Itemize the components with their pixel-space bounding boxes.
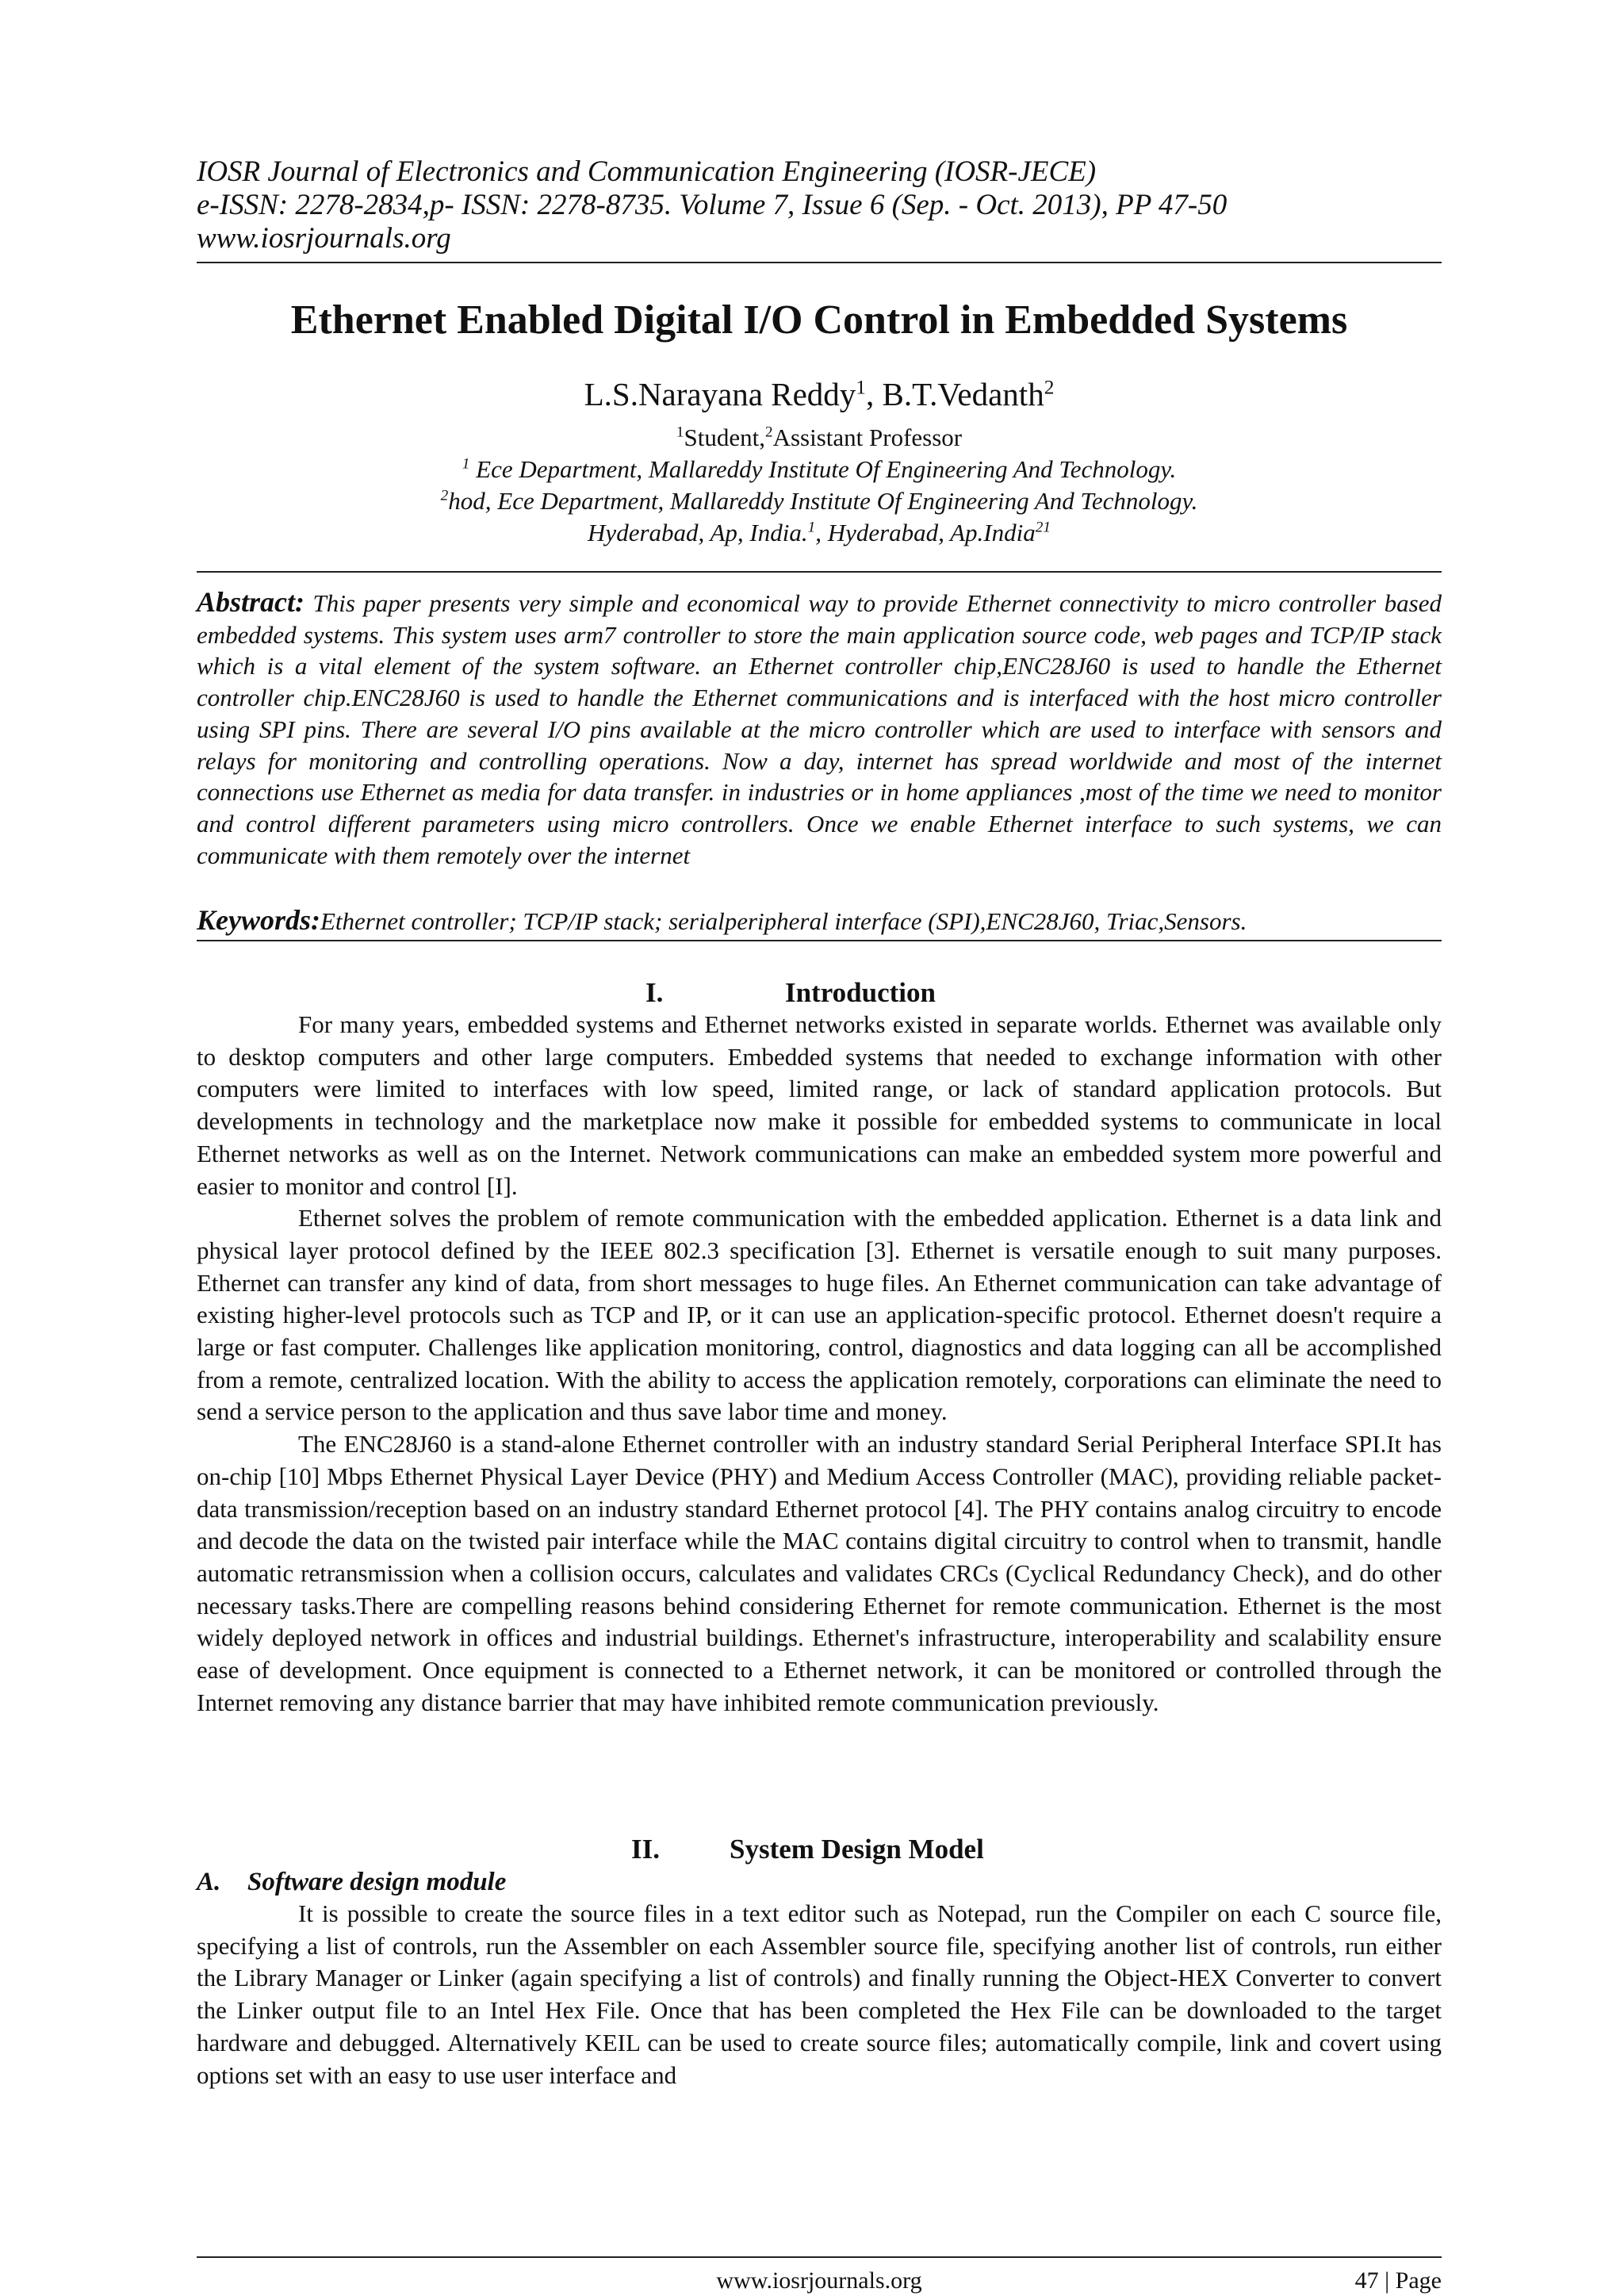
- subsection-a-number: A.: [197, 1868, 221, 1896]
- paper-title: Ethernet Enabled Digital I/O Control in Embedded Systems: [290, 297, 1348, 343]
- keywords: [197, 904, 1442, 937]
- footer-rule: [197, 2256, 1442, 2258]
- role-2: Assistant Professor: [772, 424, 963, 451]
- journal-name: IOSR Journal of Electronics and Communication Engineering (IOSR-JECE): [197, 155, 1097, 188]
- footer-url: www.iosrjournals.org: [716, 2267, 922, 2294]
- section-1-heading: [197, 976, 1442, 1010]
- journal-header: [197, 155, 1442, 255]
- affiliation-2: [197, 485, 1442, 517]
- author-separator: ,: [866, 376, 883, 412]
- subsection-a-heading: [197, 1866, 1442, 1898]
- affiliation-1: [197, 454, 1442, 485]
- header-rule: [197, 262, 1442, 263]
- location-sup-2: 21: [1035, 519, 1051, 536]
- keywords-text: Ethernet controller; TCP/IP stack; serialperipheral interface (SPI),ENC28J60, Triac,Sensors.: [320, 907, 1247, 935]
- location-b: , Hyderabad, Ap.India: [815, 519, 1036, 546]
- role-2-sup: 2: [764, 424, 773, 441]
- affiliation-1-sup: 1: [462, 455, 470, 473]
- journal-url: www.iosrjournals.org: [197, 222, 451, 255]
- subsection-a-title: Software design module: [247, 1868, 507, 1896]
- intro-paragraph-2: Ethernet solves the problem of remote communication with the embedded application. Ethernet is a data link and physical layer protocol defined by the IEEE 802.3 specification [3]. Ethernet is versatile enough to suit many purposes. Ethernet can transfer any kind of data, from short messages to huge files. An Ethernet communication can take advantage of existing higher-level protocols such as TCP and IP, or it can use an application-specific protocol. Ethernet doesn't require a large or fast computer. Challenges like application monitoring, control, diagnostics and data logging can all be accomplished from a remote, centralized location. With the ability to access the application remotely, corporations can eliminate the need to send a service person to the application and thus save labor time and money.: [197, 1204, 1442, 1426]
- role-1-sup: 1: [676, 424, 684, 441]
- author-roles: [197, 422, 1442, 454]
- section-2-number: II.: [631, 1834, 660, 1865]
- section-2-heading: [197, 1832, 1442, 1867]
- author-2: B.T.Vedanth: [882, 376, 1044, 412]
- affiliation-2-text: hod, Ece Department, Mallareddy Institute Of Engineering And Technology.: [448, 487, 1198, 515]
- affiliation-2-sup: 2: [440, 487, 449, 504]
- section-1-number: I.: [645, 977, 664, 1008]
- affiliation-1-text: Ece Department, Mallareddy Institute Of Engineering And Technology.: [469, 455, 1177, 483]
- section-1-body: [197, 1009, 1442, 1719]
- software-paragraph: It is possible to create the source files in a text editor such as Notepad, run the Compiler on each C source file, specifying a list of controls, run the Assembler on each Assembler source file, specifying another list of controls, run either the Library Manager or Linker (again specifying a list of controls) and finally running the Object-HEX Converter to convert the Linker output file to an Intel Hex File. Once that has been completed the Hex File can be downloaded to the target hardware and debugged. Alternatively KEIL can be used to create source files; automatically compile, link and covert using options set with an easy to use user interface and: [197, 1899, 1442, 2089]
- author-line: [197, 373, 1442, 416]
- keywords-label: Keywords:: [197, 904, 320, 936]
- section-2-title: System Design Model: [730, 1834, 984, 1865]
- footer-page-number: 47 | Page: [1354, 2267, 1442, 2294]
- role-1: Student,: [684, 424, 765, 451]
- intro-paragraph-1: For many years, embedded systems and Ethernet networks existed in separate worlds. Ethernet was available only to desktop computers and other large computers. Embedded systems that needed to exchange information with other computers were limited to interfaces with low speed, limited range, or lack of standard application protocols. But developments in technology and the marketplace now make it possible for embedded systems to communicate in local Ethernet networks as well as on the Internet. Network communications can make an embedded system more powerful and easier to monitor and control [I].: [197, 1010, 1442, 1200]
- author-1-sup: 1: [856, 376, 866, 399]
- author-2-sup: 2: [1044, 376, 1055, 399]
- section-2-body: [197, 1898, 1442, 2091]
- affiliation-location: [197, 517, 1442, 549]
- journal-issn: e-ISSN: 2278-2834,p- ISSN: 2278-8735. Volume 7, Issue 6 (Sep. - Oct. 2013), PP 47-50: [197, 189, 1228, 221]
- author-1: L.S.Narayana Reddy: [584, 376, 856, 412]
- location-a: Hyderabad, Ap, India.: [588, 519, 808, 546]
- section-1-title: Introduction: [785, 977, 936, 1008]
- abstract-text: This paper presents very simple and economical way to provide Ethernet connectivity to micro controller based embedded systems. This system uses arm7 controller to store the main application source code, web pages and TCP/IP stack which is a vital element of the system software. an Ethernet controller chip,ENC28J60 is used to handle the Ethernet controller chip.ENC28J60 is used to handle the Ethernet communications and is interfaced with the host micro controller using SPI pins. There are several I/O pins available at the micro controller which are used to interface with sensors and relays for monitoring and controlling operations. Now a day, internet has spread worldwide and most of the internet connections use Ethernet as media for data transfer. in industries or in home appliances ,most of the time we need to monitor and control different parameters using micro controllers. Once we enable Ethernet interface to such systems, we can communicate with them remotely over the internet: [197, 589, 1442, 869]
- abstract: [197, 587, 1442, 871]
- keywords-bottom-rule: [197, 940, 1442, 941]
- abstract-label: Abstract:: [197, 586, 305, 618]
- abstract-top-rule: [197, 571, 1442, 573]
- intro-paragraph-3: The ENC28J60 is a stand-alone Ethernet controller with an industry standard Serial Peripheral Interface SPI.It has on-chip [10] Mbps Ethernet Physical Layer Device (PHY) and Medium Access Controller (MAC), providing reliable packet-data transmission/reception based on an industry standard Ethernet protocol [4]. The PHY contains analog circuitry to encode and decode the data on the twisted pair interface while the MAC contains digital circuitry to control when to transmit, handle automatic retransmission when a collision occurs, calculates and validates CRCs (Cyclical Redundancy Check), and do other necessary tasks.There are compelling reasons behind considering Ethernet for remote communication. Ethernet is the most widely deployed network in offices and industrial buildings. Ethernet's infrastructure, interoperability and scalability ensure ease of development. Once equipment is connected to a Ethernet network, it can be monitored or controlled through the Internet removing any distance barrier that may have inhibited remote communication previously.: [197, 1430, 1442, 1716]
- location-sup-1: 1: [807, 519, 816, 536]
